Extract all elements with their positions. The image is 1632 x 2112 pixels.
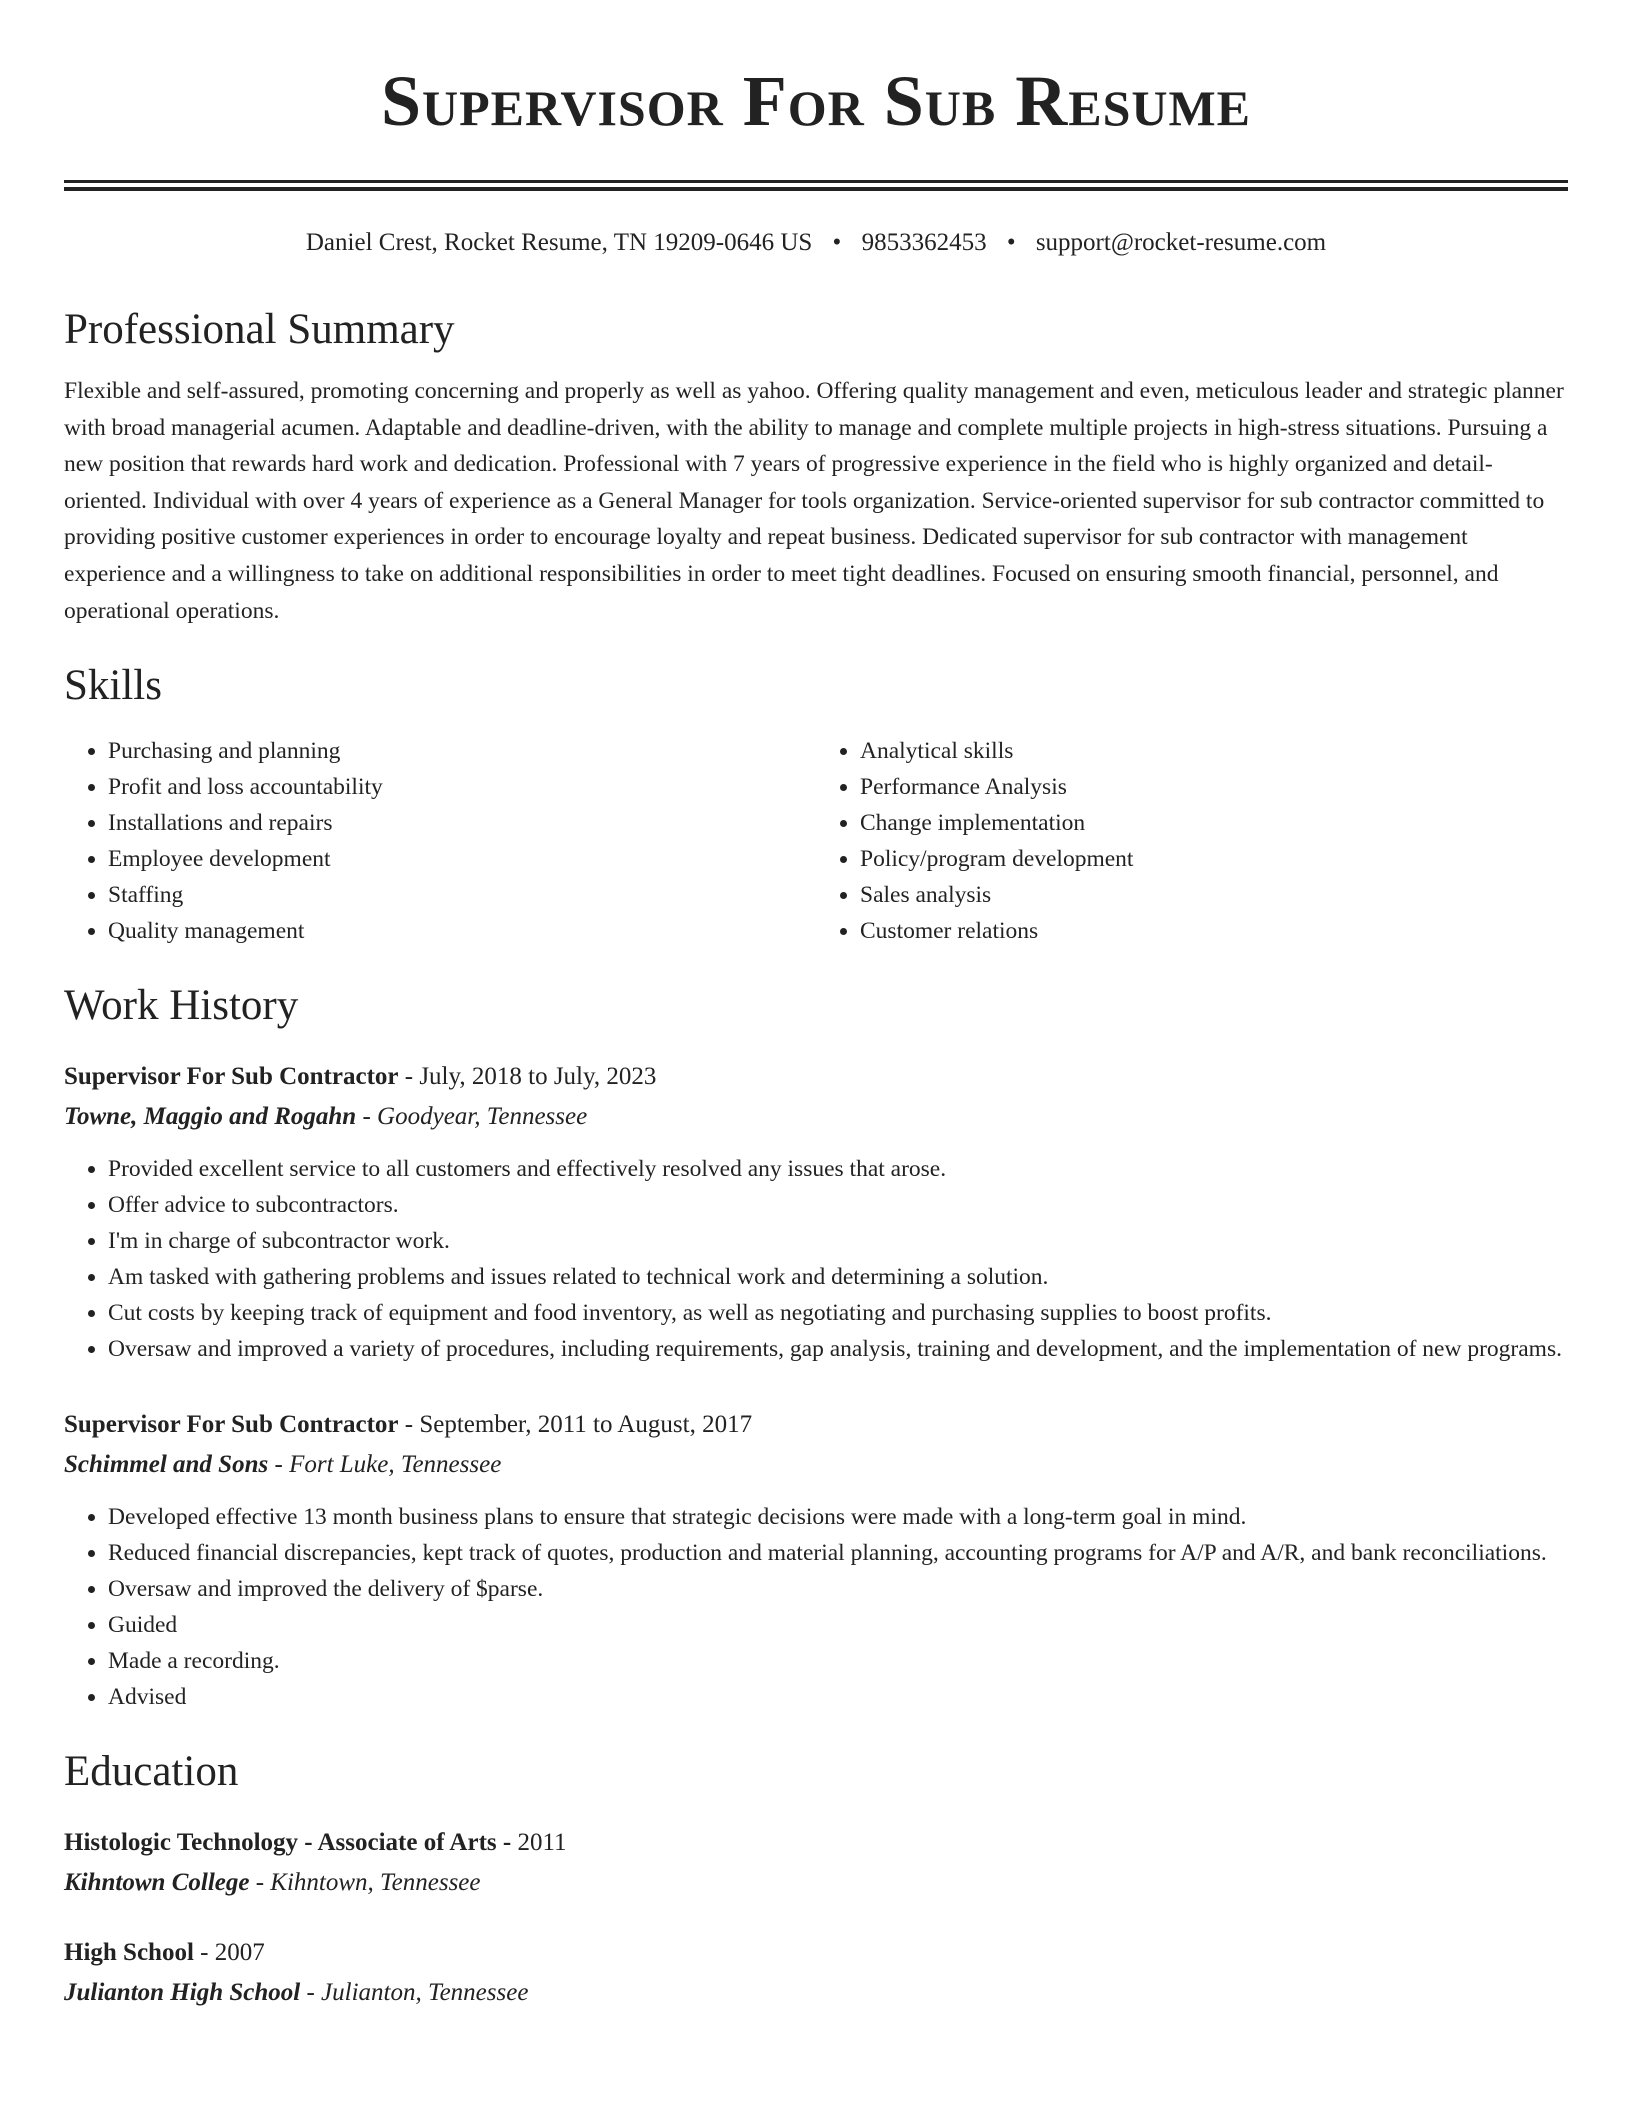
contact-separator: • [1006,229,1016,256]
education-entry [64,1823,1568,1903]
job-company-line: Towne, Maggio and Rogahn - Goodyear, Tennessee [64,1103,588,1131]
job-bullet: • Developed effective 13 month business plans to ensure that strategic decisions were made with a long-term goal in mind. [108,1499,1568,1535]
skills-left-list [64,733,816,949]
education-degree: High School [64,1939,194,1967]
work-history-heading: Work History [64,982,299,1030]
education-degree: Histologic Technology - Associate of Arts [64,1829,497,1857]
job-company: Schimmel and Sons [64,1451,269,1479]
contact-email: support@rocket-resume.com [1035,229,1327,256]
job-title: Supervisor For Sub Contractor [64,1411,399,1439]
job-bullet: • Advised [108,1679,1568,1715]
contact-address: Daniel Crest, Rocket Resume, TN 19209-0646 US [305,229,813,256]
job-bullet: • Provided excellent service to all customers and effectively resolved any issues that arose. [108,1151,1568,1187]
job-bullet: • Offer advice to subcontractors. [108,1187,1568,1223]
education-school-line: Kihntown College - Kihntown, Tennessee [64,1869,481,1897]
job-title-line: Supervisor For Sub Contractor - July, 2018 to July, 2023 [64,1063,657,1091]
summary-heading: Professional Summary [64,306,455,353]
education-location: Kihntown, Tennessee [270,1869,481,1897]
contact-line [64,223,1568,263]
education-location: Julianton, Tennessee [321,1979,529,2007]
job-entry [64,1057,1568,1367]
job-bullet: • Oversaw and improved a variety of procedures, including requirements, gap analysis, training and development, and the implementation of new programs. [108,1331,1568,1367]
education-year: 2007 [214,1939,265,1967]
job-bullet: • Oversaw and improved the delivery of $parse. [108,1571,1568,1607]
skill-item: • Staffing [108,877,816,913]
skill-item: • Purchasing and planning [108,733,816,769]
skills-columns [64,733,1568,949]
contact-separator: • [832,229,842,256]
job-location: Goodyear, Tennessee [377,1103,588,1131]
education-degree-line: Histologic Technology - Associate of Arts - 2011 [64,1829,567,1857]
education-school: Kihntown College [64,1869,250,1897]
job-bullet: • Reduced financial discrepancies, kept track of quotes, production and material planning, accounting programs for A/P and A/R, and bank reconciliations. [108,1535,1568,1571]
skill-item: • Installations and repairs [108,805,816,841]
job-dates: September, 2011 to August, 2017 [419,1411,753,1439]
job-bullet: • I'm in charge of subcontractor work. [108,1223,1568,1259]
education-school: Julianton High School [64,1979,301,2007]
job-title-line: Supervisor For Sub Contractor - September, 2011 to August, 2017 [64,1411,753,1439]
skill-item: • Sales analysis [860,877,1568,913]
job-entry [64,1405,1568,1715]
education-heading: Education [64,1748,239,1796]
job-bullets [64,1151,1568,1367]
job-company-line: Schimmel and Sons - Fort Luke, Tennessee [64,1451,502,1479]
skill-item: • Profit and loss accountability [108,769,816,805]
skill-item: • Customer relations [860,913,1568,949]
summary-text: Flexible and self-assured, promoting concerning and properly as well as yahoo. Offering quality management and even, meticulous leader and strategic planner with broad managerial acumen. Adaptable and deadline-driven, with the ability to manage and complete multiple projects in high-stress situations. Pursuing a new position that rewards hard work and dedication. Professional with 7 years of progressive experience in the field who is highly organized and detail-oriented. Individual with over 4 years of experience as a General Manager for tools organization. Service-oriented supervisor for sub contractor committed to providing positive customer experiences in order to encourage loyalty and repeat business. Dedicated supervisor for sub contractor with management experience and a willingness to take on additional responsibilities in order to meet tight deadlines. Focused on ensuring smooth financial, personnel, and operational operations. [64,378,1564,624]
job-bullet: • Am tasked with gathering problems and issues related to technical work and determining a solution. [108,1259,1568,1295]
skill-item: • Policy/program development [860,841,1568,877]
skill-item: • Employee development [108,841,816,877]
skills-heading: Skills [64,662,162,710]
resume-title: Supervisor For Sub Resume [380,61,1252,141]
education-school-line: Julianton High School - Julianton, Tennessee [64,1979,529,2007]
skills-right-list [816,733,1568,949]
job-title: Supervisor For Sub Contractor [64,1063,399,1091]
skill-item: • Analytical skills [860,733,1568,769]
skill-item: • Performance Analysis [860,769,1568,805]
job-bullet: • Cut costs by keeping track of equipment and food inventory, as well as negotiating and purchasing supplies to boost profits. [108,1295,1568,1331]
job-bullet: • Guided [108,1607,1568,1643]
job-bullet: • Made a recording. [108,1643,1568,1679]
education-entry [64,1933,1568,2013]
education-year: 2011 [517,1829,567,1857]
skill-item: • Change implementation [860,805,1568,841]
skill-item: • Quality management [108,913,816,949]
title-double-rule [64,180,1568,191]
job-company: Towne, Maggio and Rogahn [64,1103,357,1131]
job-dates: July, 2018 to July, 2023 [419,1063,657,1091]
job-location: Fort Luke, Tennessee [289,1451,502,1479]
education-degree-line: High School - 2007 [64,1939,265,1967]
contact-phone: 9853362453 [861,229,987,256]
job-bullets [64,1499,1568,1715]
